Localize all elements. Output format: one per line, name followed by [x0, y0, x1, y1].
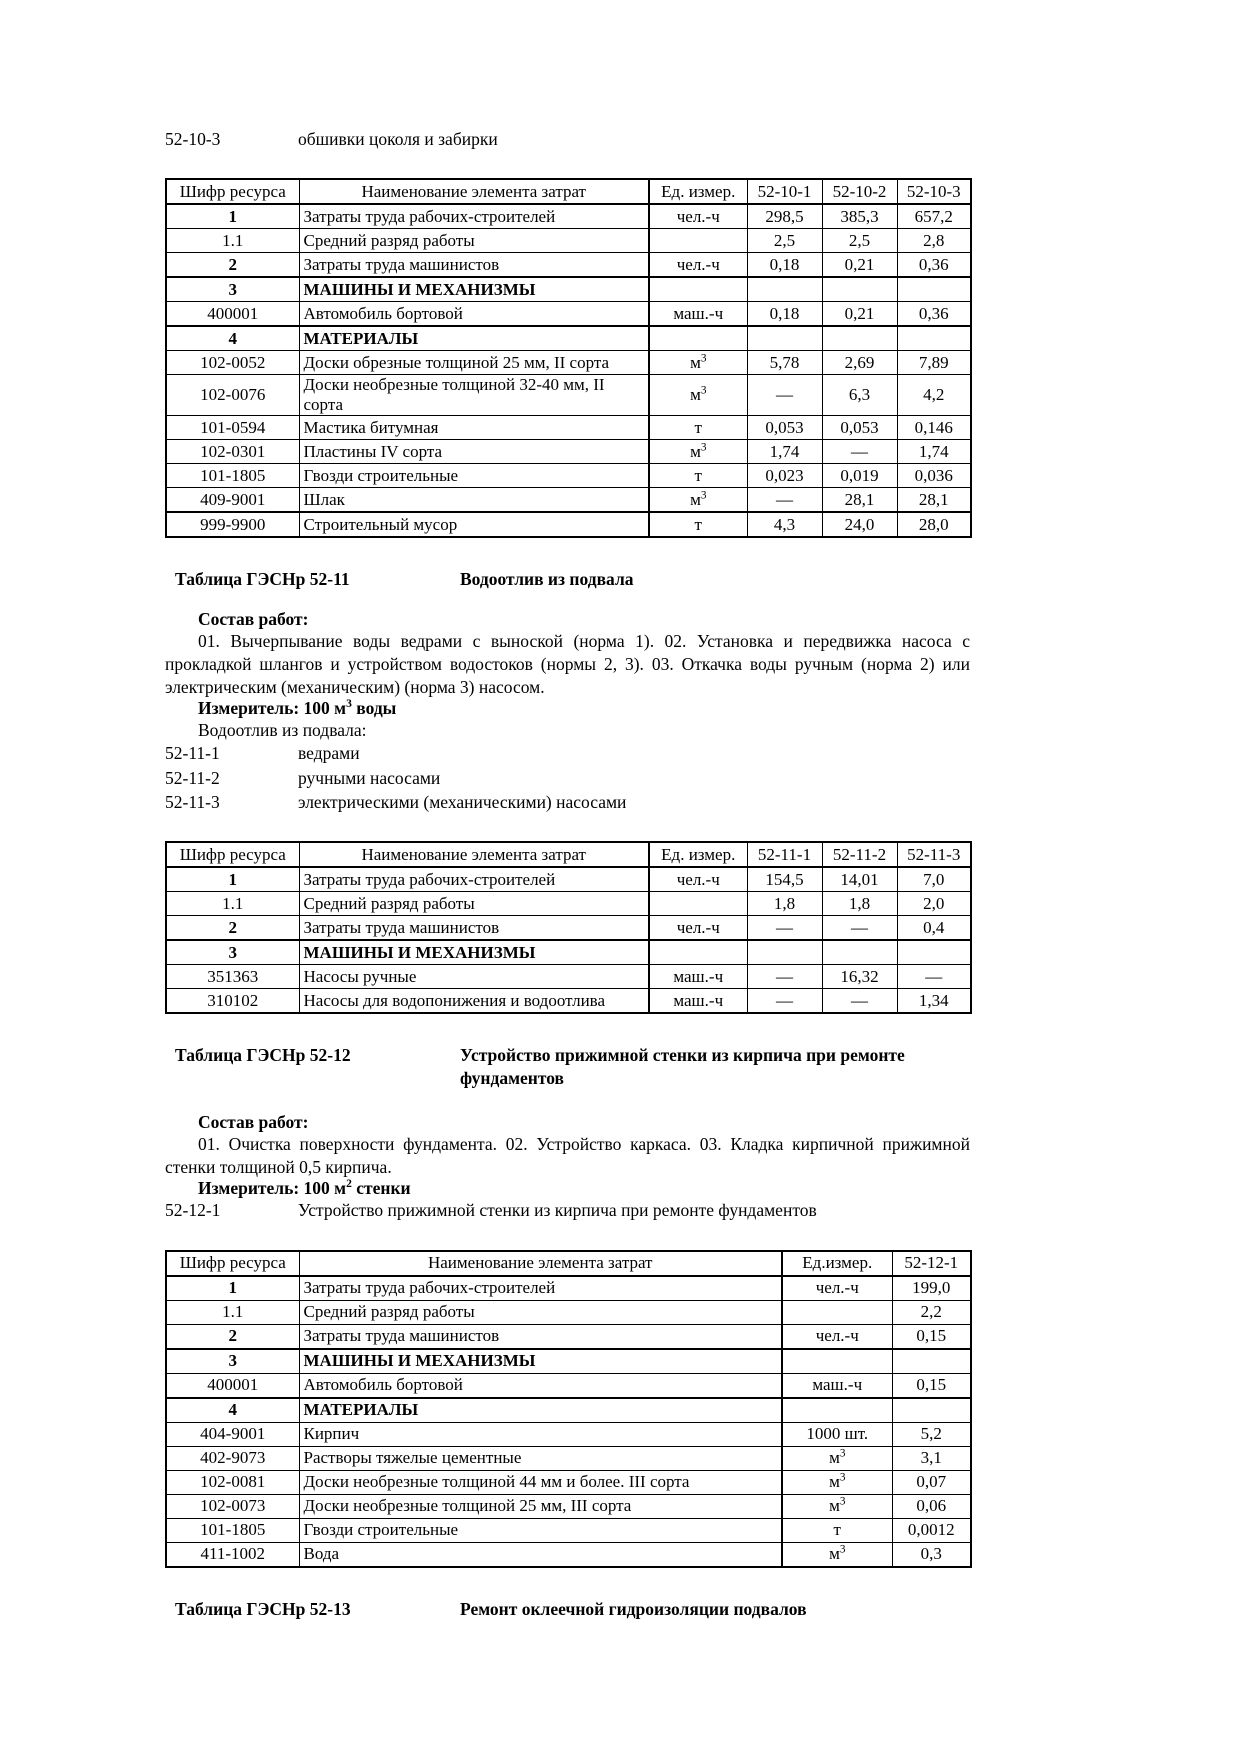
cell-resource-code: 351363 [166, 965, 299, 989]
cell-element-name: МАШИНЫ И МЕХАНИЗМЫ [299, 1349, 782, 1374]
table-row [166, 940, 971, 965]
cell-value: — [822, 916, 897, 941]
cell-value: — [747, 916, 822, 941]
cell-unit: т [649, 512, 747, 537]
norm-desc: Устройство прижимной стенки из кирпича при ремонте фундаментов [298, 1200, 817, 1221]
cell-value: 154,5 [747, 867, 822, 892]
cell-value: 0,15 [892, 1373, 971, 1398]
cell-value: 0,18 [747, 302, 822, 327]
cell-element-name: Строительный мусор [299, 512, 649, 537]
cell-unit: $м^3$ [649, 351, 747, 375]
cell-value [897, 940, 971, 965]
cell-resource-code: 404-9001 [166, 1422, 299, 1446]
resource-table-52-11 [165, 841, 972, 1014]
column-header: Шифр ресурса [166, 1251, 299, 1276]
column-header: 52-12-1 [892, 1251, 971, 1276]
cell-value: 2,2 [892, 1300, 971, 1324]
table-row [166, 277, 971, 302]
cell-value: 0,06 [892, 1494, 971, 1518]
cell-value: 0,053 [822, 416, 897, 440]
cell-resource-code: 3 [166, 1349, 299, 1374]
cell-unit: чел.-ч [649, 204, 747, 229]
cell-value: 1,34 [897, 989, 971, 1014]
cell-unit [649, 229, 747, 253]
cell-value: 3,1 [892, 1446, 971, 1470]
cell-unit: $м^3$ [649, 375, 747, 416]
cell-resource-code: 400001 [166, 302, 299, 327]
norm-line [165, 767, 970, 789]
table-title-left: Таблица ГЭСНр 52-12 [175, 1045, 351, 1066]
cell-element-name: МАШИНЫ И МЕХАНИЗМЫ [299, 277, 649, 302]
table-row [166, 1300, 971, 1324]
cell-value: 6,3 [822, 375, 897, 416]
cell-value: 199,0 [892, 1276, 971, 1301]
table-row [166, 965, 971, 989]
cell-unit: чел.-ч [649, 867, 747, 892]
cell-element-name: Кирпич [299, 1422, 782, 1446]
resource-table-52-10 [165, 178, 972, 538]
composition-text-52-11: 01. Вычерпывание воды ведрами с выноской (норма 1). 02. Установка и передвижка насоса с прокладкой шлангов и устройством водостоков (нормы 2, 3). 03. Откачка воды ручным (норма 2) или электрическим (механическим) (норма 3) насосом. [165, 631, 970, 697]
norm-line [165, 791, 970, 813]
column-header: Наименование элемента затрат [299, 179, 649, 204]
cell-resource-code: 102-0076 [166, 375, 299, 416]
cell-value: 5,78 [747, 351, 822, 375]
cell-value: 0,07 [892, 1470, 971, 1494]
table-title-left: Таблица ГЭСНр 52-13 [175, 1598, 351, 1619]
table-header-row [166, 179, 971, 204]
cell-element-name: Средний разряд работы [299, 1300, 782, 1324]
cell-resource-code: 4 [166, 1398, 299, 1423]
cell-unit: маш.-ч [649, 302, 747, 327]
cell-value [747, 326, 822, 351]
cell-unit: т [649, 464, 747, 488]
cell-unit [782, 1300, 892, 1324]
cell-resource-code: 4 [166, 326, 299, 351]
cell-value [822, 277, 897, 302]
cell-element-name: МАТЕРИАЛЫ [299, 326, 649, 351]
cell-value: 2,5 [747, 229, 822, 253]
cell-unit [649, 277, 747, 302]
cell-value: 1,74 [897, 440, 971, 464]
norm-line [165, 742, 970, 764]
cell-resource-code: 1.1 [166, 229, 299, 253]
cell-unit: $м^3$ [649, 488, 747, 513]
cell-value: 0,21 [822, 302, 897, 327]
table-row [166, 416, 971, 440]
norm-code: 52-11-1 [165, 743, 220, 764]
cell-value: 0,036 [897, 464, 971, 488]
norm-desc: ведрами [298, 743, 360, 764]
cell-unit: $м^3$ [649, 440, 747, 464]
cell-element-name: Гвозди строительные [299, 464, 649, 488]
table-row [166, 892, 971, 916]
cell-unit: чел.-ч [649, 253, 747, 278]
resource-table-52-12 [165, 1250, 972, 1568]
table-title-right [460, 1044, 970, 1090]
cell-resource-code: 3 [166, 940, 299, 965]
cell-element-name: Насосы для водопонижения и водоотлива [299, 989, 649, 1014]
cell-element-name: МАШИНЫ И МЕХАНИЗМЫ [299, 940, 649, 965]
cell-unit: чел.-ч [782, 1276, 892, 1301]
cell-resource-code: 1.1 [166, 892, 299, 916]
cell-element-name: Вода [299, 1542, 782, 1567]
table-row [166, 1398, 971, 1423]
table-row [166, 1518, 971, 1542]
norm-desc: обшивки цоколя и забирки [298, 129, 498, 149]
cell-unit: $м^3$ [782, 1542, 892, 1567]
cell-element-name: Затраты труда машинистов [299, 916, 649, 941]
cell-value: — [747, 989, 822, 1014]
cell-element-name: Растворы тяжелые цементные [299, 1446, 782, 1470]
cell-value: 24,0 [822, 512, 897, 537]
table-title-right: Ремонт оклеечной гидроизоляции подвалов [460, 1598, 807, 1619]
measure-tail: стенки [351, 1178, 411, 1199]
cell-resource-code: 102-0301 [166, 440, 299, 464]
table-row [166, 867, 971, 892]
cell-value: 0,18 [747, 253, 822, 278]
measure-tail: воды [351, 698, 397, 719]
cell-value: 7,0 [897, 867, 971, 892]
cell-resource-code: 3 [166, 277, 299, 302]
table-title-left: Таблица ГЭСНр 52-11 [175, 569, 350, 590]
lead-line-52-11: Водоотлив из подвала: [198, 720, 367, 741]
cell-value [747, 277, 822, 302]
norm-desc: ручными насосами [298, 767, 441, 788]
cell-element-name: Доски необрезные толщиной 44 мм и более. III сорта [299, 1470, 782, 1494]
cell-value: — [897, 965, 971, 989]
measure-sup: 3 [346, 698, 352, 711]
cell-value: 0,0012 [892, 1518, 971, 1542]
cell-value: 1,8 [747, 892, 822, 916]
cell-element-name: Автомобиль бортовой [299, 302, 649, 327]
cell-value [897, 326, 971, 351]
cell-element-name: Затраты труда рабочих-строителей [299, 204, 649, 229]
cell-resource-code: 101-1805 [166, 464, 299, 488]
table-row [166, 1324, 971, 1349]
cell-element-name: Гвозди строительные [299, 1518, 782, 1542]
composition-text-52-12: 01. Очистка поверхности фундамента. 02. Устройство каркаса. 03. Кладка кирпичной прижимной стенки толщиной 0,5 кирпича. [165, 1133, 970, 1177]
cell-resource-code: 2 [166, 1324, 299, 1349]
table-title-right-line1: Устройство прижимной стенки из кирпича при ремонте [460, 1045, 905, 1066]
cell-resource-code: 1 [166, 867, 299, 892]
cell-unit: $м^3$ [782, 1446, 892, 1470]
table-row [166, 229, 971, 253]
cell-resource-code: 102-0073 [166, 1494, 299, 1518]
cell-value: 0,21 [822, 253, 897, 278]
cell-value: 14,01 [822, 867, 897, 892]
cell-value: 0,4 [897, 916, 971, 941]
cell-value: 28,0 [897, 512, 971, 537]
cell-resource-code: 2 [166, 253, 299, 278]
cell-element-name: Средний разряд работы [299, 229, 649, 253]
cell-value: 7,89 [897, 351, 971, 375]
column-header: Наименование элемента затрат [299, 842, 649, 867]
cell-unit: т [782, 1518, 892, 1542]
cell-value [747, 940, 822, 965]
measure-label-52-11 [198, 698, 970, 719]
cell-unit [782, 1349, 892, 1374]
cell-value: 0,053 [747, 416, 822, 440]
cell-resource-code: 1 [166, 1276, 299, 1301]
table-row [166, 302, 971, 327]
norm-code: 52-11-2 [165, 767, 220, 788]
cell-value: — [747, 965, 822, 989]
cell-unit: чел.-ч [782, 1324, 892, 1349]
table-row [166, 1446, 971, 1470]
cell-element-name: Автомобиль бортовой [299, 1373, 782, 1398]
cell-resource-code: 409-9001 [166, 488, 299, 513]
cell-element-name: Мастика битумная [299, 416, 649, 440]
cell-value: 4,2 [897, 375, 971, 416]
cell-resource-code: 999-9900 [166, 512, 299, 537]
cell-value: 4,3 [747, 512, 822, 537]
cell-value: 657,2 [897, 204, 971, 229]
column-header: Ед.измер. [782, 1251, 892, 1276]
cell-resource-code: 2 [166, 916, 299, 941]
table-title-right-line2: фундаментов [460, 1068, 565, 1089]
cell-value: 298,5 [747, 204, 822, 229]
cell-value: — [822, 440, 897, 464]
measure-sup: 2 [346, 1178, 352, 1191]
cell-value: 0,146 [897, 416, 971, 440]
column-header: 52-10-3 [897, 179, 971, 204]
cell-element-name: Доски необрезные толщиной 25 мм, III сорта [299, 1494, 782, 1518]
cell-value [892, 1398, 971, 1423]
measure-text: Измеритель: 100 м [198, 1178, 347, 1199]
cell-element-name: Доски необрезные толщиной 32-40 мм, II сорта [299, 375, 649, 416]
cell-value: — [747, 488, 822, 513]
table-title-52-13 [165, 1598, 970, 1621]
document-page [165, 128, 970, 1620]
cell-unit: маш.-ч [782, 1373, 892, 1398]
cell-value: 2,0 [897, 892, 971, 916]
table-row [166, 1470, 971, 1494]
cell-value: 5,2 [892, 1422, 971, 1446]
cell-element-name: Средний разряд работы [299, 892, 649, 916]
table-row [166, 1276, 971, 1301]
table-row [166, 989, 971, 1014]
cell-value: 1,74 [747, 440, 822, 464]
norm-code: 52-12-1 [165, 1200, 221, 1221]
cell-value: 2,5 [822, 229, 897, 253]
table-row [166, 253, 971, 278]
cell-element-name: Доски обрезные толщиной 25 мм, II сорта [299, 351, 649, 375]
table-row [166, 1542, 971, 1567]
cell-unit: чел.-ч [649, 916, 747, 941]
cell-value: 0,36 [897, 302, 971, 327]
table-header-row [166, 842, 971, 867]
cell-value: 0,3 [892, 1542, 971, 1567]
cell-value [892, 1349, 971, 1374]
column-header: Ед. измер. [649, 842, 747, 867]
cell-unit [782, 1398, 892, 1423]
norm-line [165, 128, 970, 150]
table-row [166, 326, 971, 351]
composition-label-52-11: Состав работ: [198, 609, 309, 630]
cell-unit [649, 892, 747, 916]
table-row [166, 1422, 971, 1446]
column-header: Ед. измер. [649, 179, 747, 204]
norm-code: 52-10-3 [165, 129, 221, 149]
cell-unit: 1000 шт. [782, 1422, 892, 1446]
cell-resource-code: 400001 [166, 1373, 299, 1398]
cell-resource-code: 1 [166, 204, 299, 229]
cell-value: 0,023 [747, 464, 822, 488]
cell-value [897, 277, 971, 302]
cell-unit [649, 326, 747, 351]
cell-element-name: Затраты труда машинистов [299, 253, 649, 278]
column-header: 52-11-2 [822, 842, 897, 867]
table-row [166, 1494, 971, 1518]
cell-value: 385,3 [822, 204, 897, 229]
cell-unit: $м^3$ [782, 1470, 892, 1494]
cell-resource-code: 101-0594 [166, 416, 299, 440]
table-row [166, 204, 971, 229]
cell-element-name: Затраты труда рабочих-строителей [299, 1276, 782, 1301]
table-header-row [166, 1251, 971, 1276]
column-header: Шифр ресурса [166, 179, 299, 204]
cell-element-name: Затраты труда рабочих-строителей [299, 867, 649, 892]
norm-desc: электрическими (механическими) насосами [298, 791, 627, 812]
column-header: 52-10-1 [747, 179, 822, 204]
cell-value: 16,32 [822, 965, 897, 989]
cell-element-name: МАТЕРИАЛЫ [299, 1398, 782, 1423]
norm-code: 52-11-3 [165, 791, 220, 812]
measure-label-52-12 [198, 1178, 970, 1199]
cell-value: 0,15 [892, 1324, 971, 1349]
column-header: 52-11-1 [747, 842, 822, 867]
cell-value: 28,1 [822, 488, 897, 513]
table-row [166, 512, 971, 537]
measure-text: Измеритель: 100 м [198, 698, 347, 719]
cell-value: 1,8 [822, 892, 897, 916]
cell-value: 2,8 [897, 229, 971, 253]
cell-unit: т [649, 416, 747, 440]
cell-element-name: Шлак [299, 488, 649, 513]
cell-value [822, 326, 897, 351]
table-row [166, 440, 971, 464]
cell-element-name: Насосы ручные [299, 965, 649, 989]
norm-list-52-12 [165, 1199, 970, 1221]
cell-unit: маш.-ч [649, 989, 747, 1014]
cell-unit: $м^3$ [782, 1494, 892, 1518]
table-row [166, 375, 971, 416]
column-header: Шифр ресурса [166, 842, 299, 867]
cell-resource-code: 402-9073 [166, 1446, 299, 1470]
cell-resource-code: 102-0081 [166, 1470, 299, 1494]
table-row [166, 488, 971, 513]
table-row [166, 351, 971, 375]
cell-element-name: Пластины IV сорта [299, 440, 649, 464]
cell-value: 28,1 [897, 488, 971, 513]
table-row [166, 1349, 971, 1374]
cell-value: 0,36 [897, 253, 971, 278]
cell-resource-code: 411-1002 [166, 1542, 299, 1567]
cell-resource-code: 310102 [166, 989, 299, 1014]
column-header: 52-10-2 [822, 179, 897, 204]
table-title-52-11 [165, 568, 970, 591]
table-row [166, 464, 971, 488]
table-title-52-12 [165, 1044, 970, 1090]
cell-resource-code: 102-0052 [166, 351, 299, 375]
cell-resource-code: 1.1 [166, 1300, 299, 1324]
norm-list-52-11 [165, 742, 970, 813]
column-header: Наименование элемента затрат [299, 1251, 782, 1276]
cell-unit: маш.-ч [649, 965, 747, 989]
table-row [166, 916, 971, 941]
cell-value: — [822, 989, 897, 1014]
cell-value: — [747, 375, 822, 416]
column-header: 52-11-3 [897, 842, 971, 867]
cell-element-name: Затраты труда машинистов [299, 1324, 782, 1349]
cell-value: 0,019 [822, 464, 897, 488]
composition-label-52-12: Состав работ: [198, 1111, 309, 1132]
table-title-right: Водоотлив из подвала [460, 569, 634, 590]
table-row [166, 1373, 971, 1398]
cell-value: 2,69 [822, 351, 897, 375]
cell-resource-code: 101-1805 [166, 1518, 299, 1542]
norm-line [165, 1199, 970, 1221]
cell-unit [649, 940, 747, 965]
cell-value [822, 940, 897, 965]
